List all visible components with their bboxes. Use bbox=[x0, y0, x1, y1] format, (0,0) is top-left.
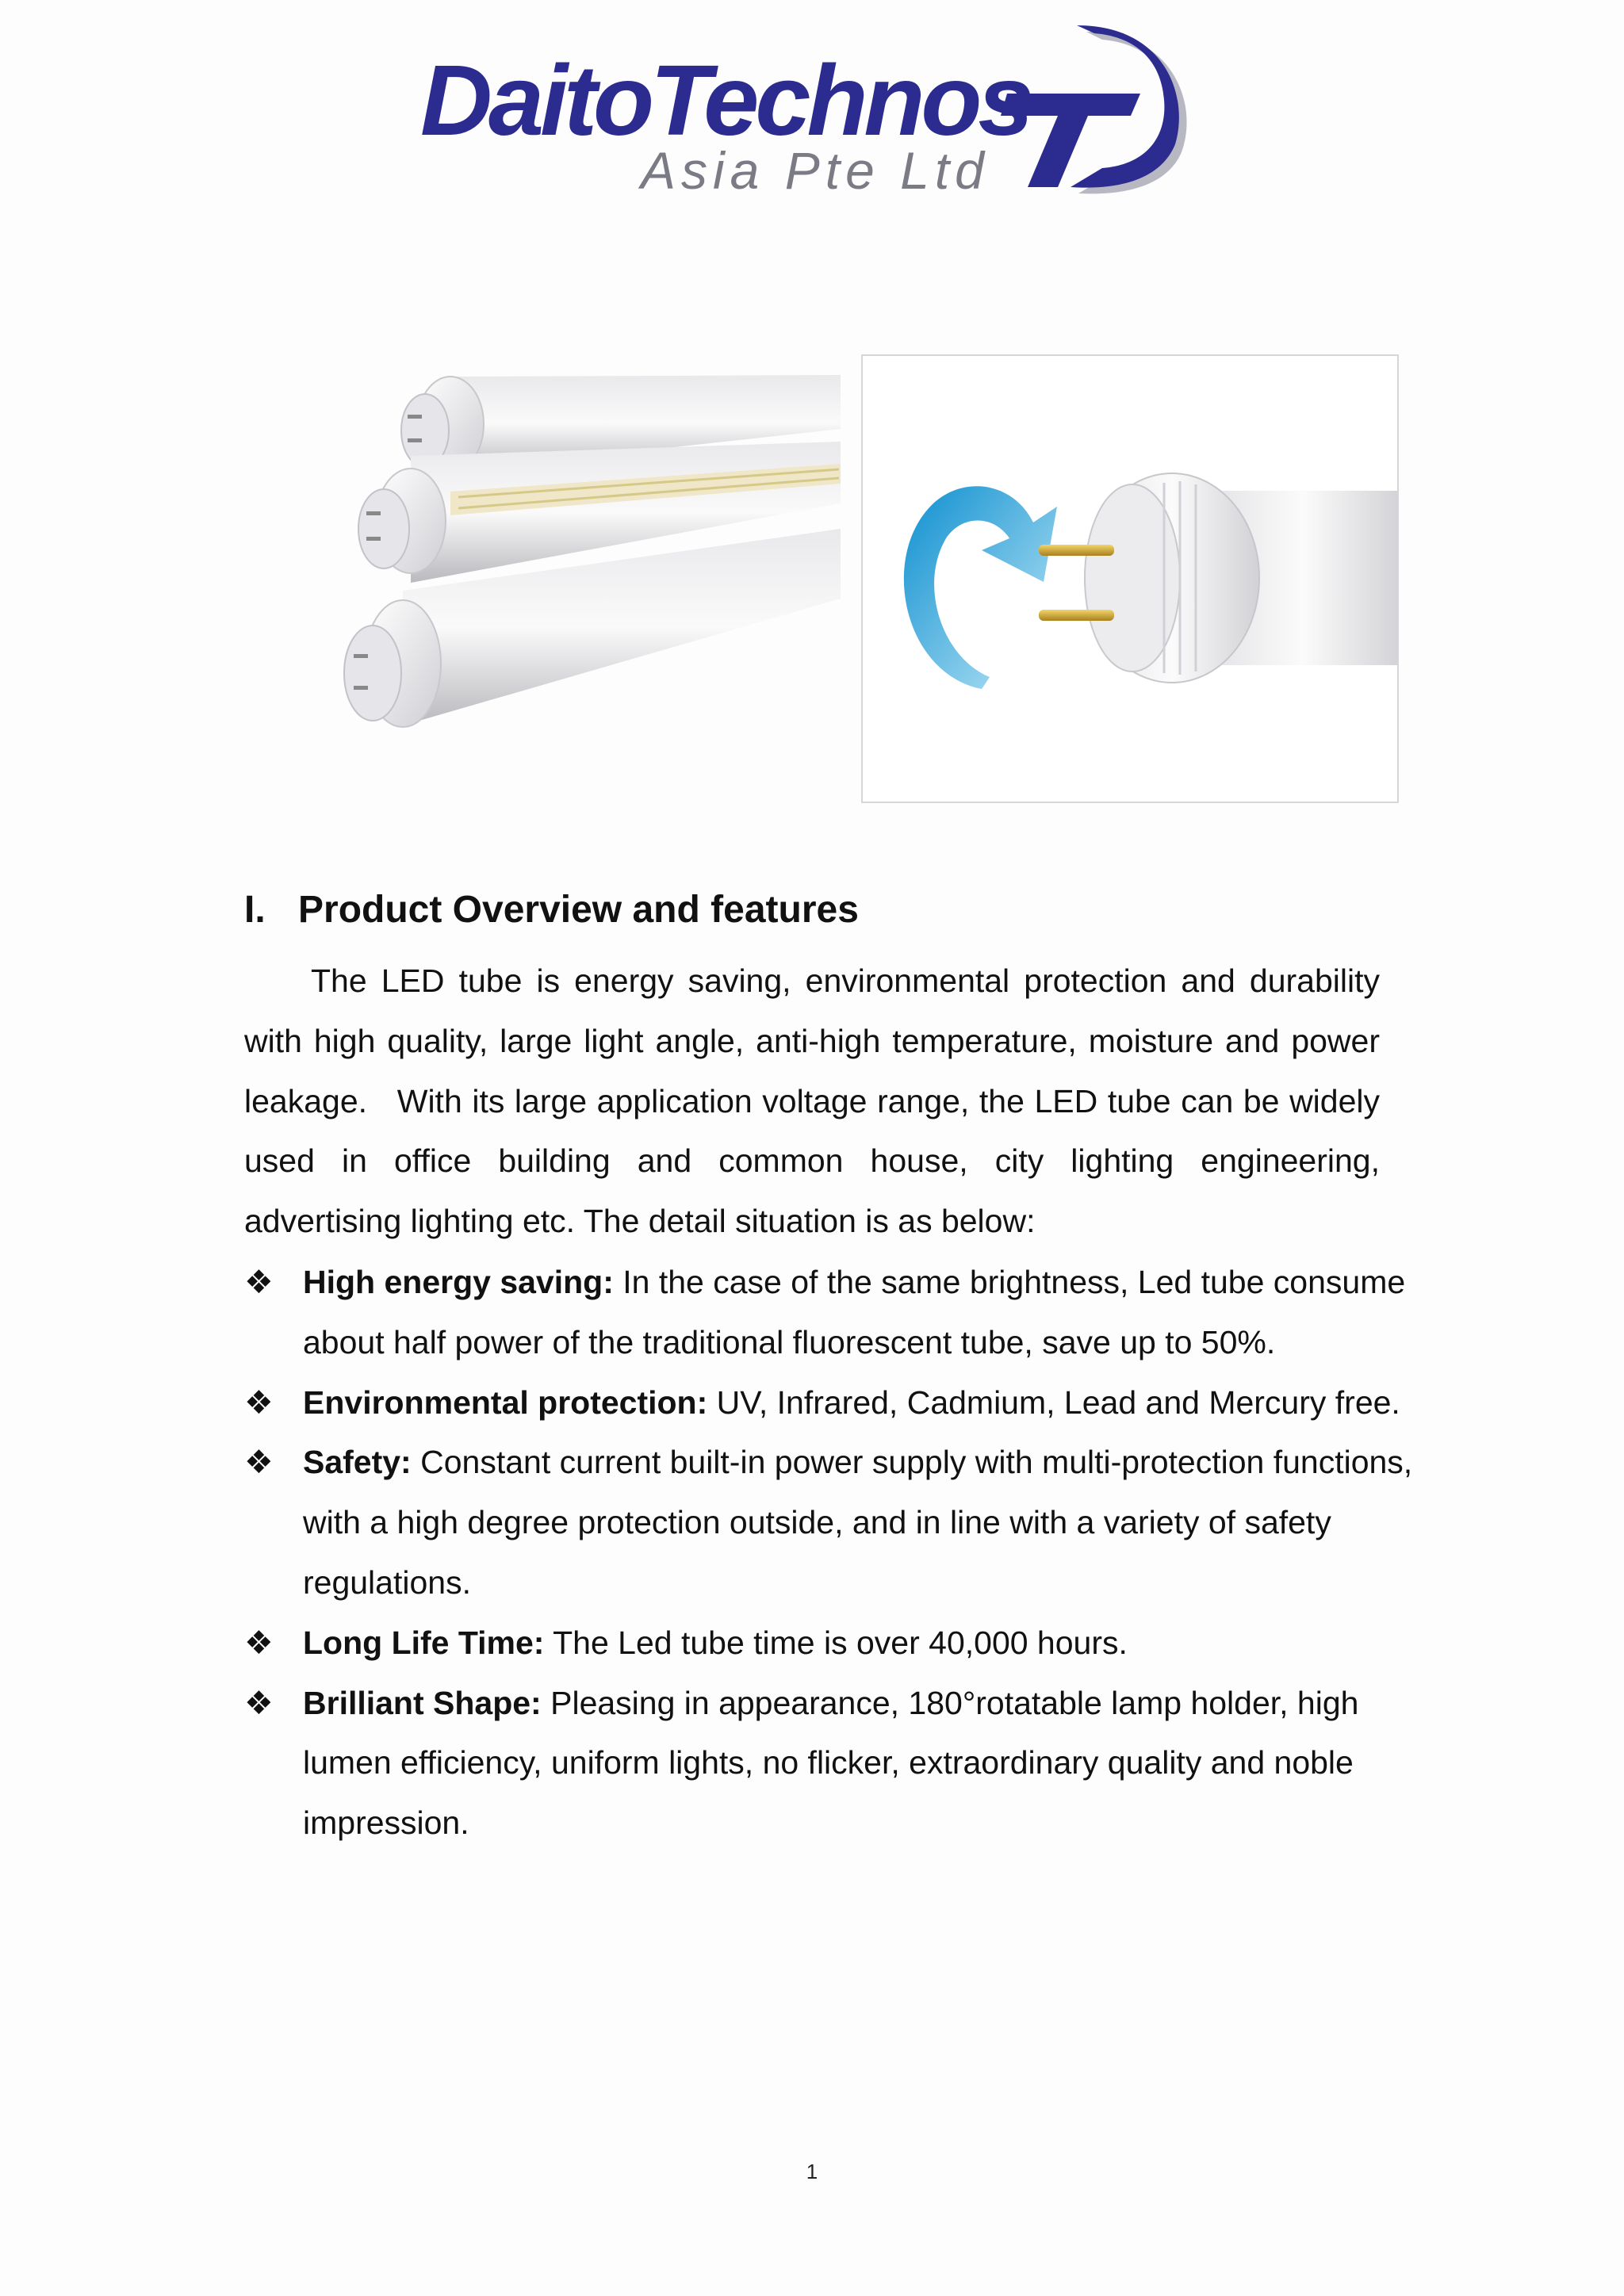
rotating-lamp-holder-photo bbox=[861, 354, 1399, 803]
feature-text: Pleasing in appearance, 180°rotatable lamp holder, high lumen efficiency, uniform lights, no flicker, extraordinary quality and noble impression. bbox=[303, 1684, 1359, 1842]
feature-item-environmental bbox=[244, 1373, 1434, 1433]
page-number: 1 bbox=[806, 2160, 818, 2183]
feature-item-energy-saving bbox=[244, 1253, 1434, 1373]
feature-title: Brilliant Shape: bbox=[303, 1684, 542, 1721]
section-heading bbox=[244, 886, 859, 934]
rotate-arrow-icon bbox=[904, 486, 1057, 689]
diamond-bullet-icon: ❖ bbox=[244, 1264, 274, 1300]
diamond-bullet-icon: ❖ bbox=[244, 1684, 274, 1721]
feature-item-safety bbox=[244, 1433, 1434, 1613]
diamond-bullet-icon: ❖ bbox=[244, 1383, 274, 1421]
feature-title: Safety: bbox=[303, 1444, 412, 1481]
diamond-bullet-icon: ❖ bbox=[244, 1444, 274, 1481]
logo-name: DaitoTechnos bbox=[420, 44, 1030, 156]
led-tubes-photo bbox=[331, 353, 842, 781]
feature-text: Constant current built-in power supply with multi-protection functions, with a high degree protection outside, and in line with a variety of safety regulations. bbox=[303, 1444, 1413, 1601]
section-number: I. bbox=[244, 889, 266, 931]
logo-subtitle: Asia Pte Ltd bbox=[641, 141, 990, 200]
feature-text: The Led tube time is over 40,000 hours. bbox=[544, 1624, 1128, 1661]
feature-text: UV, Infrared, Cadmium, Lead and Mercury free. bbox=[707, 1383, 1400, 1421]
section-title: Product Overview and features bbox=[298, 889, 859, 931]
feature-title: Environmental protection: bbox=[303, 1383, 708, 1421]
company-logo bbox=[420, 17, 1182, 200]
diamond-bullet-icon: ❖ bbox=[244, 1624, 274, 1661]
feature-title: High energy saving: bbox=[303, 1264, 614, 1300]
feature-item-long-life bbox=[244, 1613, 1434, 1674]
intro-paragraph: The LED tube is energy saving, environmental protection and durability with high quality, large light angle, anti-high temperature, moisture and power leakage. With its large application voltage range, the LED tube can be widely used in office building and common house, city lighting engineering, advertising lighting etc. The detail situation is as below: bbox=[244, 962, 1380, 1240]
dt-monogram-icon bbox=[991, 17, 1197, 200]
feature-list bbox=[244, 1253, 1434, 1854]
feature-text: In the case of the same brightness, Led tube consume about half power of the traditional fluorescent tube, save up to 50%. bbox=[303, 1264, 1406, 1360]
feature-title: Long Life Time: bbox=[303, 1624, 545, 1661]
feature-item-brilliant-shape bbox=[244, 1674, 1434, 1854]
